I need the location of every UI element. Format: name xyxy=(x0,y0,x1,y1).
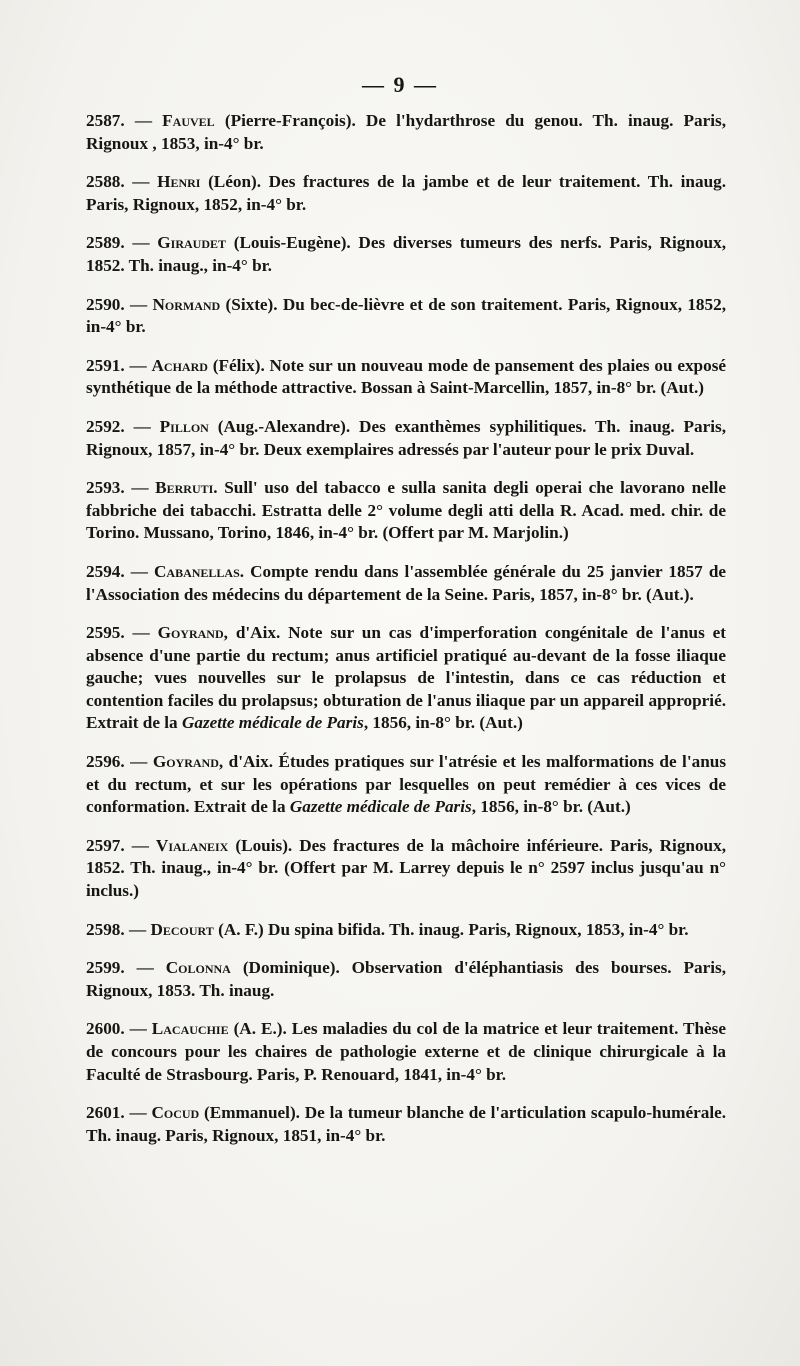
bibliography-entry xyxy=(86,622,726,735)
bibliography-entry xyxy=(86,232,726,277)
bibliography-entry xyxy=(86,919,726,942)
entry-dash: — xyxy=(132,233,150,253)
entry-number: 2599. xyxy=(86,958,125,978)
entry-text: (Emmanuel). De la tumeur blanche de l'articulation scapulo-humérale. Th. inaug. Paris, Rignoux, 1851, in-4° br. xyxy=(86,1103,727,1145)
entry-dash: — xyxy=(132,623,150,643)
bibliography-entry xyxy=(86,957,726,1002)
entry-dash: — xyxy=(129,355,147,375)
bibliography-entry xyxy=(86,561,726,606)
bibliography-entry xyxy=(86,1102,726,1147)
bibliography-entry xyxy=(86,110,726,155)
entry-dash: — xyxy=(134,111,153,130)
entry-author: Colonna xyxy=(165,958,231,978)
entry-number: 2587. xyxy=(86,111,125,130)
entry-journal-title: Gazette médicale de Paris xyxy=(289,797,472,817)
bibliography-entry xyxy=(86,1018,726,1086)
entry-text: Compte rendu dans l'assemblée générale du 25 janvier 1857 de l'Association des médecins du département de la Seine. Paris, 1857, in-8° br. (Aut.). xyxy=(86,561,727,604)
bibliography-entry xyxy=(86,294,726,339)
entry-author: Giraudet xyxy=(157,233,227,253)
entry-text: (Louis). Des fractures de la mâchoire inférieure. Paris, Rignoux, 1852. Th. inaug., in-4° br. (Offert par M. Larrey depuis le n° 2597 inclus jusqu'au n° inclus.) xyxy=(86,835,727,901)
entry-number: 2588. xyxy=(86,172,125,192)
entry-number: 2598. xyxy=(86,919,125,939)
bibliography-entry xyxy=(86,835,726,903)
entry-number: 2594. xyxy=(86,561,125,581)
entry-text: (A. E.). Les maladies du col de la matrice et leur traitement. Thèse de concours pour les chaires de pathologie externe et de clinique chirurgicale à la Faculté de Strasbourg. Paris, P. Renouard, 1841, in-4° br. xyxy=(86,1019,726,1084)
entry-author: Goyrand, xyxy=(152,752,224,772)
page-number: — 9 — xyxy=(362,72,438,97)
entry-text: d'Aix. Note sur un cas d'imperforation congénitale de l'anus et absence d'une partie du rectum; anus artificiel pratiqué au-devant de la fosse iliaque gauche; vues nouvelles sur le prolapsus de l'intestin, dans ce cas réduction et contention faciles du prolapsus; obturation de l'anus iliaque par un appareil approprié. Extrait de la xyxy=(86,623,727,733)
entry-text: (A. F.) Du spina bifida. Th. inaug. Paris, Rignoux, 1853, in-4° br. xyxy=(218,919,689,939)
entry-dash: — xyxy=(133,416,151,436)
entry-text: (Félix). Note sur un nouveau mode de pansement des plaies ou exposé synthétique de la méthode attractive. Bossan à Saint-Marcellin, 1857, in-8° br. (Aut.) xyxy=(86,355,727,398)
entry-text: Sull' uso del tabacco e sulla sanita degli operai che lavorano nelle fabbriche dei tabacchi. Estratta delle 2° volume degli atti della R. Acad. med. chir. de Torino. Mussano, Torino, 1846, in-4° br. (Offert par M. Marjolin.) xyxy=(86,478,727,543)
entry-number: 2596. xyxy=(86,752,125,772)
entry-author: Fauvel xyxy=(162,111,215,130)
entry-author: Cocud xyxy=(151,1103,200,1123)
entry-author: Vialaneix xyxy=(155,835,229,855)
entry-number: 2600. xyxy=(86,1019,125,1039)
bibliography-entry xyxy=(86,416,726,461)
entry-author: Lacauchie xyxy=(151,1019,229,1039)
bibliography-list xyxy=(86,110,726,1163)
entry-number: 2597. xyxy=(86,835,125,855)
entry-text: (Léon). Des fractures de la jambe et de leur traitement. Th. inaug. Paris, Rignoux, 1852, in-4° br. xyxy=(86,172,727,214)
entry-dash: — xyxy=(129,294,148,314)
entry-number: 2590. xyxy=(86,294,125,314)
entry-dash: — xyxy=(136,958,154,978)
bibliography-entry xyxy=(86,171,726,216)
entry-dash: — xyxy=(130,561,148,581)
entry-author: Henri xyxy=(157,172,201,192)
bibliography-entry xyxy=(86,751,726,819)
entry-text: (Sixte). Du bec-de-lièvre et de son traitement. Paris, Rignoux, 1852, in-4° br. xyxy=(86,294,727,337)
bibliography-entry xyxy=(86,355,726,400)
entry-dash: — xyxy=(131,835,149,855)
entry-number: 2589. xyxy=(86,233,125,253)
entry-author: Decourt xyxy=(150,919,214,939)
entry-author: Berruti. xyxy=(155,478,218,498)
entry-journal-title: Gazette médicale de Paris xyxy=(181,713,364,733)
entry-author: Achard xyxy=(151,355,208,375)
bibliography-entry xyxy=(86,477,726,545)
entry-number: 2592. xyxy=(86,416,125,436)
entry-dash: — xyxy=(131,478,149,498)
entry-text: (Dominique). Observation d'éléphantiasis des bourses. Paris, Rignoux, 1853. Th. inaug. xyxy=(86,958,727,1000)
entry-text: d'Aix. Études pratiques sur l'atrésie et les malformations de l'anus et du rectum, et sur les opérations par lesquelles on peut remédier à ces vices de conformation. Extrait de la xyxy=(86,752,727,817)
entry-author: Cabanellas. xyxy=(153,561,245,581)
entry-text: (Louis-Eugène). Des diverses tumeurs des nerfs. Paris, Rignoux, 1852. Th. inaug., in-4° br. xyxy=(86,233,727,275)
entry-number: 2591. xyxy=(86,355,125,375)
entry-number: 2593. xyxy=(86,478,125,498)
entry-text: (Pierre-François). De l'hydarthrose du genou. Th. inaug. Paris, Rignoux , 1853, in-4° br. xyxy=(86,111,727,153)
entry-dash: — xyxy=(130,752,148,772)
entry-text: (Aug.-Alexandre). Des exanthèmes syphilitiques. Th. inaug. Paris, Rignoux, 1857, in-4° br. Deux exemplaires adressés par l'auteur pour le prix Duval. xyxy=(86,416,727,459)
entry-number: 2595. xyxy=(86,623,125,643)
entry-text-tail: , 1856, in-8° br. (Aut.) xyxy=(363,713,523,733)
entry-dash: — xyxy=(129,1103,147,1123)
entry-dash: — xyxy=(132,172,150,192)
entry-author: Normand xyxy=(152,294,221,314)
entry-author: Goyrand, xyxy=(157,623,228,643)
entry-author: Pillon xyxy=(159,416,209,436)
entry-dash: — xyxy=(128,919,147,939)
entry-dash: — xyxy=(129,1019,147,1039)
entry-number: 2601. xyxy=(86,1103,125,1123)
entry-text-tail: , 1856, in-8° br. (Aut.) xyxy=(471,797,631,817)
